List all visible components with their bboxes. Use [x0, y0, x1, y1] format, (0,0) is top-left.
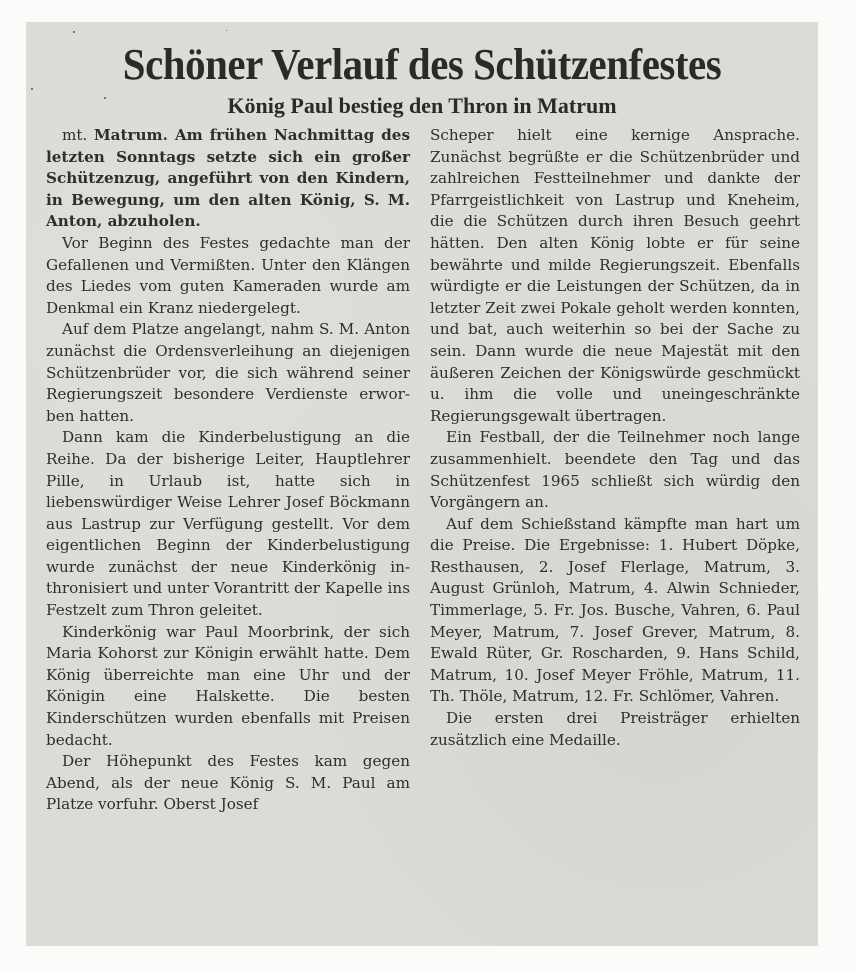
print-speck: [104, 97, 106, 99]
lead-text: Matrum. Am frühen Nachmittag des letzten Sonntags setzte sich ein großer Schützenzug, angeführt von den Kindern, in Bewegung, um den alten König, S. M. Anton, abzuholen.: [46, 126, 410, 231]
paragraph: Der Höhepunkt des Festes kam gegen Abend, als der neue König S. M. Paul am Platze vorfuhr. Oberst Josef: [46, 752, 410, 814]
subheadline: König Paul bestieg den Thron in Matrum: [227, 93, 617, 118]
print-speck: [31, 88, 33, 90]
print-speck: [226, 30, 227, 31]
paragraph: Die ersten drei Preisträger erhielten zusätzlich eine Medaille.: [430, 709, 800, 749]
results-paragraph: Auf dem Schießstand kämpfte man hart um die Preise. Die Ergebnisse: 1. Hubert Döpke, Resthausen, 2. Josef Flerlage, Matrum, 3. August Grünloh, Matrum, 4. Alwin Schnieder, Timmerlage, 5. Fr. Jos. Busche, Vahren, 6. Paul Meyer, Matrum, 7. Josef Grever, Matrum, 8. Ewald Rüter, Gr. Roscharden, 9. Hans Schild, Matrum, 10. Josef Meyer Fröhle, Matrum, 11. Th. Thöle, Matrum, 12. Fr. Schlömer, Vahren.: [430, 514, 800, 706]
paragraph: Auf dem Platze angelangt, nahm S. M. Anton zunächst die Ordensverleihung an diejenigen Schützenbrüder vor, die sich während seiner Regierungszeit besondere Verdienste erworben hatten.: [46, 320, 410, 425]
paragraph: Vor Beginn des Festes gedachte man der Gefallenen und Vermißten. Unter den Klängen des Liedes vom guten Kameraden wurde am Denkmal ein Kranz niedergelegt.: [46, 233, 410, 317]
headline: Schöner Verlauf des Schützenfestes: [122, 40, 722, 89]
paragraph-continued: Scheper hielt eine kernige Ansprache. Zunächst begrüßte er die Schützenbrüder und zahlreichen Festteilnehmer und dankte der Pfarrgeistlichkeit von Lastrup und Kneheim, die die Schützen durch ihren Besuch geehrt hätten. Den alten König lobte er für seine bewährte und milde Regierungszeit. Ebenfalls würdigte er die Leistungen der Schützen, da in letzter Zeit zwei Pokale geholt werden konnten, und bat, auch weiterhin so bei der Sache zu sein. Dann wurde die neue Majestät mit den äußeren Zeichen der Königswürde geschmückt u. ihm die volle und uneingeschränkte Regierungsgewalt übertragen.: [430, 126, 800, 425]
article-column-right: [430, 125, 800, 751]
print-speck: [73, 31, 75, 33]
byline: mt.: [62, 126, 88, 144]
newspaper-clipping: [26, 22, 818, 946]
paragraph: Dann kam die Kinderbelustigung an die Reihe. Da der bisherige Leiter, Hauptlehrer Pille, in Urlaub ist, hatte sich in liebenswürdiger Weise Lehrer Josef Böckmann aus Lastrup zur Verfügung gestellt. Vor dem eigentlichen Beginn der Kinderbelustigung wurde zunächst der neue Kinderkönig inthronisiert und unter Vorantritt der Kapelle ins Festzelt zum Thron geleitet.: [46, 428, 410, 620]
paragraph: Kinderkönig war Paul Moorbrink, der sich Maria Kohorst zur Königin erwählt hatte. Dem König überreichte man eine Uhr und der Königin eine Halskette. Die besten Kinderschützen wurden ebenfalls mit Preisen bedacht.: [46, 622, 410, 749]
paragraph: Ein Festball, der die Teilnehmer noch lange zusammenhielt. beendete den Tag und das Schützenfest 1965 schließt sich würdig den Vorgängern an.: [430, 428, 800, 512]
article-column-left: [46, 125, 410, 816]
lead-paragraph: [46, 125, 410, 233]
